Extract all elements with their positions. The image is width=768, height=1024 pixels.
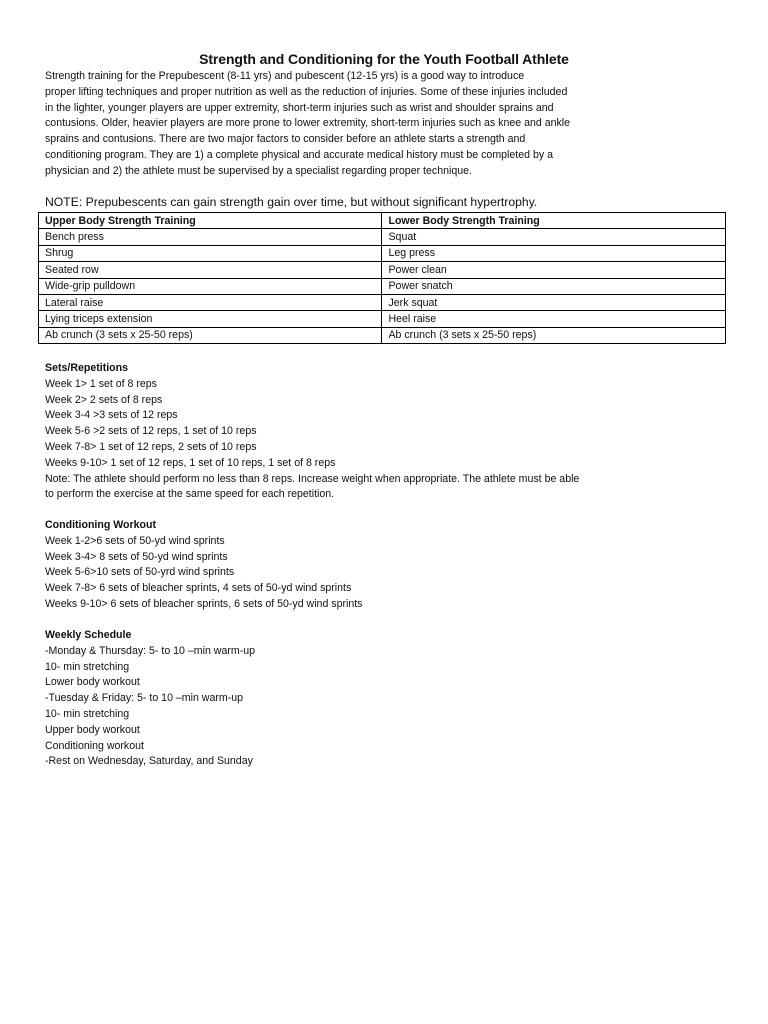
- table-row: [39, 262, 726, 278]
- schedule-line: Upper body workout: [45, 723, 140, 736]
- conditioning-line: Week 5-6>10 sets of 50-yrd wind sprints: [45, 566, 235, 579]
- schedule-line: 10- min stretching: [45, 660, 130, 673]
- hypertrophy-note: NOTE: Prepubescents can gain strength gain over time, but without significant hypertrophy.: [45, 195, 538, 209]
- sets-repetitions-section: [45, 361, 579, 503]
- upper-body-exercise: Lateral raise: [39, 294, 382, 310]
- upper-body-exercise: Ab crunch (3 sets x 25-50 reps): [39, 327, 382, 343]
- conditioning-line: Week 3-4> 8 sets of 50-yd wind sprints: [45, 550, 228, 563]
- upper-body-exercise: Shrug: [39, 245, 382, 261]
- conditioning-line: Week 7-8> 6 sets of bleacher sprints, 4 sets of 50-yd wind sprints: [45, 582, 352, 595]
- upper-body-exercise: Wide-grip pulldown: [39, 278, 382, 294]
- schedule-line: Conditioning workout: [45, 739, 144, 752]
- section-heading: Conditioning Workout: [45, 519, 157, 531]
- sets-line: Week 2> 2 sets of 8 reps: [45, 393, 163, 406]
- section-heading: Sets/Repetitions: [45, 362, 129, 374]
- strength-training-table: [38, 212, 726, 344]
- table-row: [39, 245, 726, 261]
- lower-body-header: Lower Body Strength Training: [382, 213, 726, 229]
- table-row: [39, 327, 726, 343]
- lower-body-exercise: Leg press: [382, 245, 726, 261]
- table-row: [39, 294, 726, 310]
- intro-line: in the lighter, younger players are upper extremity, short-term injuries such as wrist and shoulder sprains and: [45, 101, 554, 114]
- schedule-line: -Monday & Thursday: 5- to 10 –min warm-up: [45, 644, 256, 657]
- upper-body-exercise: Bench press: [39, 229, 382, 245]
- upper-body-exercise: Lying triceps extension: [39, 311, 382, 327]
- table-header-row: [39, 213, 726, 229]
- sets-note-line: Note: The athlete should perform no less than 8 reps. Increase weight when appropriate. The athlete must be able: [45, 472, 580, 485]
- lower-body-exercise: Power clean: [382, 262, 726, 278]
- lower-body-exercise: Jerk squat: [382, 294, 726, 310]
- schedule-line: -Tuesday & Friday: 5- to 10 –min warm-up: [45, 692, 244, 705]
- intro-line: contusions. Older, heavier players are more prone to lower extremity, short-term injuries such as knee and ankle: [45, 117, 571, 130]
- lower-body-exercise: Ab crunch (3 sets x 25-50 reps): [382, 327, 726, 343]
- intro-line: conditioning program. They are 1) a complete physical and accurate medical history must be completed by a: [45, 148, 553, 161]
- lower-body-exercise: Power snatch: [382, 278, 726, 294]
- lower-body-exercise: Squat: [382, 229, 726, 245]
- conditioning-workout-section: [45, 518, 362, 613]
- schedule-line: Lower body workout: [45, 676, 140, 689]
- table-row: [39, 229, 726, 245]
- intro-line: physician and 2) the athlete must be supervised by a specialist regarding proper technique.: [45, 164, 472, 177]
- table-row: [39, 278, 726, 294]
- intro-paragraph: [45, 69, 645, 180]
- intro-line: Strength training for the Prepubescent (8-11 yrs) and pubescent (12-15 yrs) is a good way to introduce: [45, 70, 525, 82]
- weekly-schedule-section: [45, 628, 255, 770]
- lower-body-exercise: Heel raise: [382, 311, 726, 327]
- sets-line: Week 5-6 >2 sets of 12 reps, 1 set of 10 reps: [45, 425, 257, 438]
- sets-line: Week 7-8> 1 set of 12 reps, 2 sets of 10 reps: [45, 440, 257, 453]
- upper-body-exercise: Seated row: [39, 262, 382, 278]
- document-title: Strength and Conditioning for the Youth Football Athlete: [199, 51, 569, 67]
- schedule-line: 10- min stretching: [45, 707, 130, 720]
- schedule-line: -Rest on Wednesday, Saturday, and Sunday: [45, 755, 253, 768]
- sets-line: Weeks 9-10> 1 set of 12 reps, 1 set of 10 reps, 1 set of 8 reps: [45, 456, 336, 469]
- conditioning-line: Week 1-2>6 sets of 50-yd wind sprints: [45, 534, 225, 547]
- sets-line: Week 3-4 >3 sets of 12 reps: [45, 409, 178, 422]
- intro-line: sprains and contusions. There are two major factors to consider before an athlete starts a strength and: [45, 133, 526, 146]
- section-heading: Weekly Schedule: [45, 629, 132, 641]
- intro-line: proper lifting techniques and proper nutrition as well as the reduction of injuries. Some of these injuries included: [45, 85, 568, 98]
- table-row: [39, 311, 726, 327]
- sets-note-line: to perform the exercise at the same speed for each repetition.: [45, 488, 335, 501]
- sets-line: Week 1> 1 set of 8 reps: [45, 377, 157, 390]
- upper-body-header: Upper Body Strength Training: [39, 213, 382, 229]
- conditioning-line: Weeks 9-10> 6 sets of bleacher sprints, 6 sets of 50-yd wind sprints: [45, 597, 363, 610]
